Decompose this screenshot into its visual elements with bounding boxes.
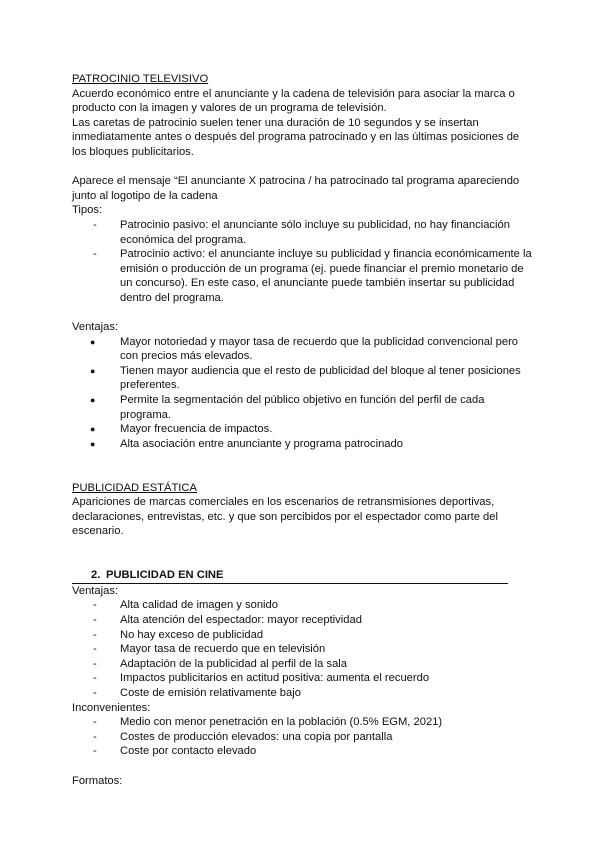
list-item: - No hay exceso de publicidad [93, 628, 532, 643]
paragraph-caretas: Las caretas de patrocinio suelen tener una duración de 10 segundos y se insertan inmediatamente antes o después del programa patrocinado y en las últimas posiciones de los bloques publicitarios. [72, 116, 520, 158]
list-item: - Impactos publicitarios en actitud positiva: aumenta el recuerdo [93, 671, 532, 686]
list-item: ● Mayor notoriedad y mayor tasa de recuerdo que la publicidad convencional pero con precios más elevados. [93, 335, 532, 364]
list-item: - Mayor tasa de recuerdo que en televisión [93, 642, 532, 657]
list-item: - Costes de producción elevados: una copia por pantalla [93, 730, 532, 745]
section-heading-estatica: PUBLICIDAD ESTÁTICA [72, 481, 197, 494]
paragraph-mensaje: Aparece el mensaje “El anunciante X patrocina / ha patrocinado tal programa apareciendo junto al logotipo de la cadena [72, 175, 520, 202]
list-item: - Patrocinio pasivo: el anunciante sólo incluye su publicidad, no hay financiación económica del programa. [93, 218, 532, 247]
list-item: - Medio con menor penetración en la población (0.5% EGM, 2021) [93, 715, 532, 730]
list-item: - Alta atención del espectador: mayor receptividad [93, 613, 532, 628]
list-item: ● Permite la segmentación del público objetivo en función del perfil de cada programa. [93, 393, 532, 422]
list-item: - Coste de emisión relativamente bajo [93, 686, 532, 701]
list-item: - Patrocinio activo: el anunciante incluye su publicidad y financia económicamente la emisión o producción de un programa (ej. puede financiar el premio monetario de un concurso). En este caso, el anunciante puede también insertar su publicidad dentro del programa. [93, 247, 532, 305]
label-tipos: Tipos: [72, 204, 103, 217]
paragraph-definicion: Acuerdo económico entre el anunciante y la cadena de televisión para asociar la marca o producto con la imagen y valores de un programa de televisión. [72, 87, 515, 115]
list-item: - Coste por contacto elevado [93, 744, 532, 759]
heading-text: PUBLICIDAD EN CINE [106, 569, 224, 582]
list-item: - Adaptación de la publicidad al perfil de la sala [93, 657, 532, 672]
list-item: ● Mayor frecuencia de impactos. [93, 422, 532, 437]
list-inconvenientes [72, 715, 532, 759]
list-tipos [72, 218, 532, 306]
list-item: ● Tienen mayor audiencia que el resto de publicidad del bloque al tener posiciones preferentes. [93, 364, 532, 393]
list-item: - Alta calidad de imagen y sonido [93, 598, 532, 613]
label-ventajas-patrocinio: Ventajas: [72, 321, 119, 334]
section-heading-patrocinio: PATROCINIO TELEVISIVO [72, 73, 209, 85]
paragraph-estatica: Apariciones de marcas comerciales en los escenarios de retransmisiones deportivas, declaraciones, entrevistas, etc. y que son percibidos por el espectador como parte del escenario. [72, 496, 498, 538]
section-heading-cine [72, 568, 508, 584]
list-ventajas-cine [72, 598, 532, 700]
label-ventajas-cine: Ventajas: [72, 584, 119, 597]
label-formatos: Formatos: [72, 774, 123, 787]
list-item: ● Alta asociación entre anunciante y programa patrocinado [93, 437, 532, 452]
heading-number: 2. [91, 569, 101, 582]
list-ventajas-patrocinio [72, 335, 532, 452]
label-inconvenientes: Inconvenientes: [72, 701, 151, 714]
document-page [72, 72, 532, 788]
